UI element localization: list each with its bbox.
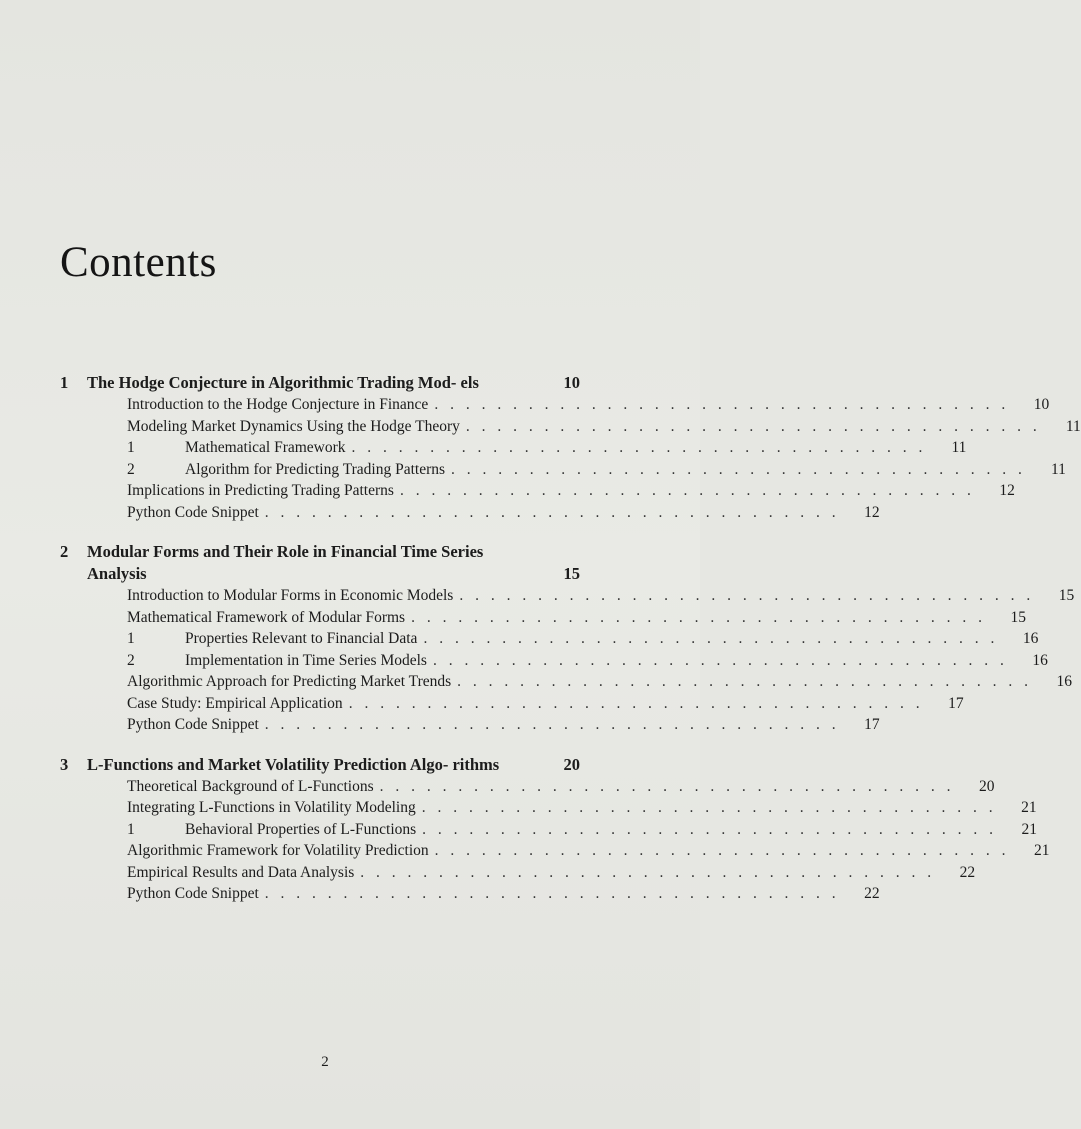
toc-entry-page: 15 [1058,587,1075,604]
leader-dots: . . . . . . . . . . . . . . . . . . . . . . . . . . . . . . . . . . . . . [423,630,999,647]
leader-dots: . . . . . . . . . . . . . . . . . . . . . . . . . . . . . . . . . . . . . [264,885,840,902]
chapter-number: 1 [60,373,69,392]
chapter-heading [60,372,580,394]
toc-subentry-number: 1 [127,630,135,647]
toc-subentry-number: 2 [127,651,135,669]
chapter-page: 10 [563,373,580,392]
toc-entry-title: Algorithm for Predicting Trading Patterns [185,460,446,478]
toc-subentry [60,459,1066,481]
chapter-number: 2 [60,542,69,561]
toc-subentry-number: 2 [127,460,135,478]
toc-entry [60,883,880,905]
toc-entry [60,502,880,524]
toc-entry-title: Implementation in Time Series Models [185,651,427,669]
toc-entry-page: 21 [1021,799,1037,816]
toc-entry-page: 21 [1021,820,1038,838]
toc-entry-title: Case Study: Empirical Application [127,694,343,712]
leader-dots: . . . . . . . . . . . . . . . . . . . . . . . . . . . . . . . . . . . . . [360,863,936,881]
leader-dots: . . . . . . . . . . . . . . . . . . . . . . . . . . . . . . . . . . . . . [434,396,1010,413]
toc-entry-title: Empirical Results and Data Analysis [127,863,355,881]
toc-entry [60,607,1026,629]
toc-entry-title: Implications in Predicting Trading Patterns [127,482,394,499]
toc-entry-title: Algorithmic Approach for Predicting Market Trends [127,673,452,690]
leader-dots: . . . . . . . . . . . . . . . . . . . . . . . . . . . . . . . . . . . . . [351,439,927,456]
toc-entry [60,394,1050,416]
toc-subentry [60,650,1048,672]
toc-entry-page: 11 [1050,460,1066,478]
page-number: 2 [321,1054,329,1070]
chapter-title: Modular Forms and Their Role in Financial Time Series Analysis [87,542,484,583]
toc-entry-page: 16 [1056,673,1073,690]
leader-dots: . . . . . . . . . . . . . . . . . . . . . . . . . . . . . . . . . . . . . [457,673,1033,690]
toc-entry [60,714,880,736]
table-of-contents [60,372,1081,923]
toc-entry-page: 16 [1022,630,1039,647]
toc-entry-page: 22 [864,885,880,902]
toc-entry-page: 15 [1010,608,1026,626]
toc-entry-title: Properties Relevant to Financial Data [185,630,418,647]
toc-entry [60,776,995,798]
toc-entry-title: Algorithmic Framework for Volatility Prediction [127,842,429,859]
toc-entry-page: 21 [1034,842,1050,859]
chapter-heading [60,754,580,776]
leader-dots: . . . . . . . . . . . . . . . . . . . . . . . . . . . . . . . . . . . . . [411,608,986,626]
chapter-page: 20 [563,754,580,774]
leader-dots: . . . . . . . . . . . . . . . . . . . . . . . . . . . . . . . . . . . . . [264,503,840,521]
page-title: Contents [60,239,217,286]
toc-subentry [60,628,1039,650]
leader-dots: . . . . . . . . . . . . . . . . . . . . . . . . . . . . . . . . . . . . . [451,460,1026,478]
toc-entry [60,797,1037,819]
chapter-number: 3 [60,754,69,774]
leader-dots: . . . . . . . . . . . . . . . . . . . . . . . . . . . . . . . . . . . . . [465,417,1041,435]
toc-entry-title: Python Code Snippet [127,503,259,521]
leader-dots: . . . . . . . . . . . . . . . . . . . . . . . . . . . . . . . . . . . . . [379,777,955,795]
toc-entry-title: Theoretical Background of L-Functions [127,777,374,795]
leader-dots: . . . . . . . . . . . . . . . . . . . . . . . . . . . . . . . . . . . . . [421,799,997,816]
toc-entry [60,693,964,715]
leader-dots: . . . . . . . . . . . . . . . . . . . . . . . . . . . . . . . . . . . . . [459,587,1035,604]
leader-dots: . . . . . . . . . . . . . . . . . . . . . . . . . . . . . . . . . . . . . [432,651,1008,669]
toc-subentry [60,819,1038,841]
toc-entry-page: 22 [959,863,976,881]
toc-chapter-2 [60,541,1075,736]
leader-dots: . . . . . . . . . . . . . . . . . . . . . . . . . . . . . . . . . . . . . [422,820,998,838]
leader-dots: . . . . . . . . . . . . . . . . . . . . . . . . . . . . . . . . . . . . . [399,482,975,499]
leader-dots: . . . . . . . . . . . . . . . . . . . . . . . . . . . . . . . . . . . . . [264,716,840,733]
toc-entry-page: 11 [1065,417,1081,435]
toc-entry [60,671,1073,693]
toc-entry-page: 10 [1033,396,1050,413]
toc-entry-page: 17 [948,694,964,712]
toc-chapter-1 [60,372,1081,523]
toc-entry-page: 11 [951,439,967,456]
toc-entry-title: Integrating L-Functions in Volatility Modeling [127,799,416,816]
chapter-page: 15 [563,564,580,583]
toc-entry [60,480,1015,502]
toc-entry [60,585,1075,607]
chapter-title: L-Functions and Market Volatility Prediction Algo- rithms [87,754,500,774]
toc-subentry-number: 1 [127,439,135,456]
toc-entry-title: Introduction to Modular Forms in Economic Models [127,587,454,604]
toc-entry [60,416,1081,438]
leader-dots: . . . . . . . . . . . . . . . . . . . . . . . . . . . . . . . . . . . . . [348,694,924,712]
toc-entry [60,840,1050,862]
toc-entry-title: Behavioral Properties of L-Functions [185,820,417,838]
toc-chapter-3 [60,754,1050,905]
toc-entry-page: 12 [999,482,1015,499]
toc-entry-page: 17 [864,716,880,733]
chapter-heading [60,541,580,585]
toc-entry-title: Mathematical Framework [185,439,346,456]
toc-entry-page: 12 [864,503,880,521]
toc-entry-page: 16 [1032,651,1048,669]
toc-entry-title: Python Code Snippet [127,885,259,902]
toc-entry-title: Python Code Snippet [127,716,259,733]
leader-dots: . . . . . . . . . . . . . . . . . . . . . . . . . . . . . . . . . . . . . [434,842,1010,859]
toc-subentry [60,437,967,459]
toc-entry-page: 20 [979,777,995,795]
chapter-title: The Hodge Conjecture in Algorithmic Trading Mod- els [87,373,479,392]
toc-subentry-number: 1 [127,820,135,838]
toc-entry-title: Mathematical Framework of Modular Forms [127,608,406,626]
toc-entry-title: Introduction to the Hodge Conjecture in Finance [127,396,429,413]
toc-entry [60,862,976,884]
toc-entry-title: Modeling Market Dynamics Using the Hodge Theory [127,417,460,435]
